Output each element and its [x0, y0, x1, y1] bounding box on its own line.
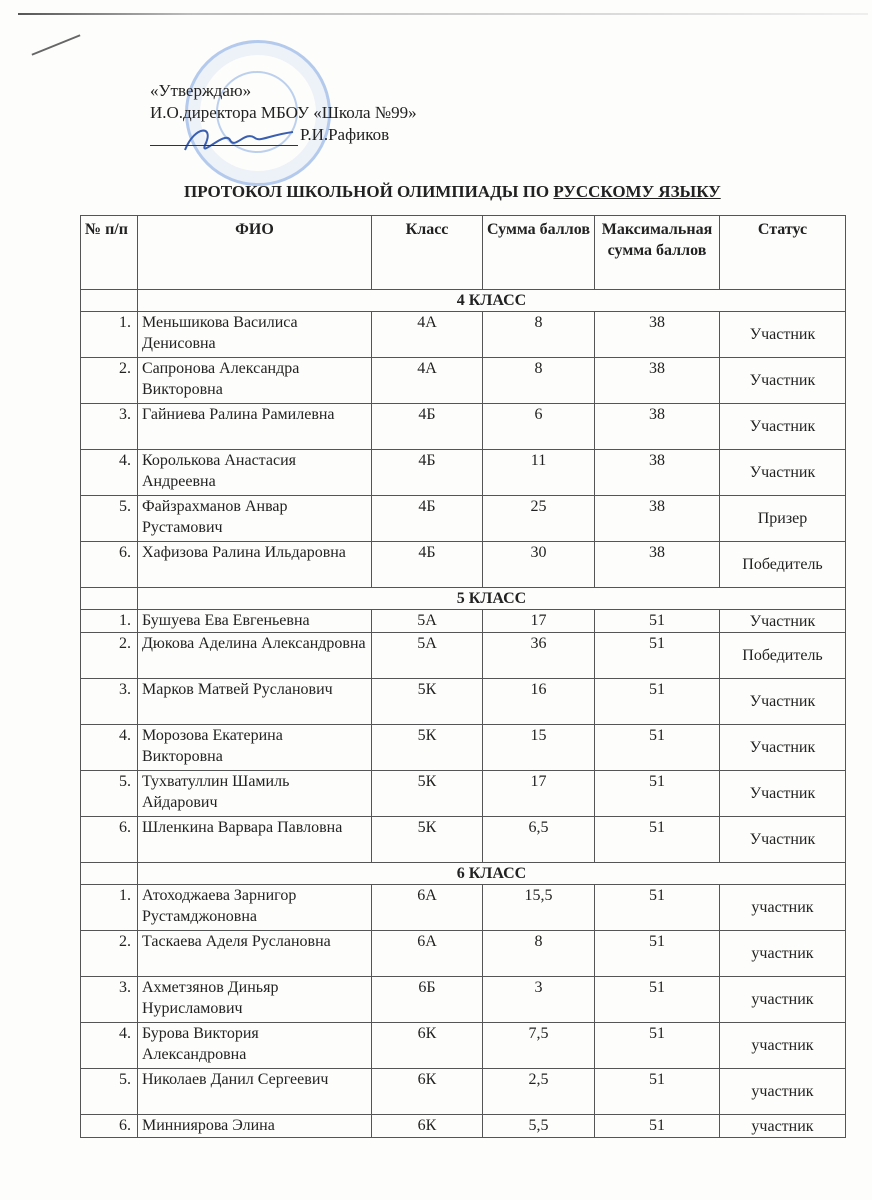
row-number: 1. [81, 885, 138, 931]
max-score: 38 [595, 358, 720, 404]
results-table [80, 215, 846, 1138]
table-row [81, 496, 846, 542]
status: Победитель [720, 633, 846, 679]
score: 7,5 [483, 1023, 595, 1069]
status: участник [720, 1115, 846, 1138]
class: 4Б [372, 496, 483, 542]
status: участник [720, 1069, 846, 1115]
class: 4Б [372, 404, 483, 450]
table-row [81, 450, 846, 496]
score: 2,5 [483, 1069, 595, 1115]
row-number: 1. [81, 312, 138, 358]
column-header: Статус [720, 216, 846, 290]
score: 15 [483, 725, 595, 771]
score: 11 [483, 450, 595, 496]
student-name: Марков Матвей Русланович [138, 679, 372, 725]
class: 5К [372, 679, 483, 725]
student-name: Бушуева Ева Евгеньевна [138, 610, 372, 633]
table-row [81, 1069, 846, 1115]
table-row [81, 358, 846, 404]
max-score: 51 [595, 817, 720, 863]
status: участник [720, 977, 846, 1023]
student-name: Хафизова Ралина Ильдаровна [138, 542, 372, 588]
row-number: 6. [81, 817, 138, 863]
row-number: 5. [81, 496, 138, 542]
table-row [81, 725, 846, 771]
status: Призер [720, 496, 846, 542]
student-name: Минниярова Элина [138, 1115, 372, 1138]
scan-edge [18, 13, 868, 15]
student-name: Атоходжаева Зарнигор Рустамджоновна [138, 885, 372, 931]
class: 5К [372, 725, 483, 771]
student-name: Тухватуллин Шамиль Айдарович [138, 771, 372, 817]
table-row [81, 885, 846, 931]
class: 6А [372, 885, 483, 931]
student-name: Шленкина Варвара Павловна [138, 817, 372, 863]
table-row [81, 1115, 846, 1138]
score: 25 [483, 496, 595, 542]
row-number: 6. [81, 1115, 138, 1138]
row-number: 4. [81, 725, 138, 771]
student-name: Бурова Виктория Александровна [138, 1023, 372, 1069]
row-number: 1. [81, 610, 138, 633]
score: 15,5 [483, 885, 595, 931]
column-header: ФИО [138, 216, 372, 290]
student-name: Дюкова Аделина Александровна [138, 633, 372, 679]
status: Участник [720, 450, 846, 496]
row-number: 5. [81, 1069, 138, 1115]
student-name: Таскаева Аделя Руслановна [138, 931, 372, 977]
student-name: Королькова Анастасия Андреевна [138, 450, 372, 496]
row-number: 6. [81, 542, 138, 588]
class: 5К [372, 817, 483, 863]
student-name: Меньшикова Василиса Денисовна [138, 312, 372, 358]
class: 4Б [372, 450, 483, 496]
max-score: 51 [595, 977, 720, 1023]
score: 17 [483, 610, 595, 633]
director-position: И.О.директора МБОУ «Школа №99» [150, 103, 417, 122]
table-row [81, 771, 846, 817]
status: участник [720, 931, 846, 977]
max-score: 51 [595, 1069, 720, 1115]
status: Участник [720, 404, 846, 450]
status: Участник [720, 358, 846, 404]
row-number: 4. [81, 450, 138, 496]
max-score: 38 [595, 312, 720, 358]
column-header: № п/п [81, 216, 138, 290]
max-score: 38 [595, 404, 720, 450]
table-row [81, 977, 846, 1023]
class: 6К [372, 1023, 483, 1069]
status: Участник [720, 771, 846, 817]
score: 5,5 [483, 1115, 595, 1138]
class: 6К [372, 1069, 483, 1115]
student-name: Сапронова Александра Викторовна [138, 358, 372, 404]
max-score: 51 [595, 679, 720, 725]
max-score: 51 [595, 931, 720, 977]
director-name: Р.И.Рафиков [300, 125, 390, 144]
section-row [81, 290, 846, 312]
class: 5А [372, 610, 483, 633]
class: 5К [372, 771, 483, 817]
column-header: Класс [372, 216, 483, 290]
max-score: 51 [595, 1023, 720, 1069]
row-number: 3. [81, 404, 138, 450]
status: Участник [720, 610, 846, 633]
status: участник [720, 1023, 846, 1069]
row-number: 5. [81, 771, 138, 817]
score: 16 [483, 679, 595, 725]
table-header [81, 216, 846, 290]
table-row [81, 679, 846, 725]
max-score: 51 [595, 633, 720, 679]
pen-mark [32, 34, 81, 55]
class: 4Б [372, 542, 483, 588]
status: Участник [720, 679, 846, 725]
score: 8 [483, 358, 595, 404]
section-label: 4 КЛАСС [138, 290, 846, 312]
max-score: 51 [595, 610, 720, 633]
table-row [81, 633, 846, 679]
table-row [81, 610, 846, 633]
class: 6А [372, 931, 483, 977]
approval-block [150, 80, 417, 146]
score: 8 [483, 931, 595, 977]
score: 36 [483, 633, 595, 679]
student-name: Файзрахманов Анвар Рустамович [138, 496, 372, 542]
score: 3 [483, 977, 595, 1023]
table-row [81, 1023, 846, 1069]
signature-line [150, 145, 298, 146]
max-score: 38 [595, 542, 720, 588]
score: 6,5 [483, 817, 595, 863]
page-title: ПРОТОКОЛ ШКОЛЬНОЙ ОЛИМПИАДЫ ПО РУССКОМУ ЯЗЫКУ [184, 182, 721, 201]
row-number: 3. [81, 679, 138, 725]
table-row [81, 817, 846, 863]
row-number: 2. [81, 358, 138, 404]
score: 6 [483, 404, 595, 450]
student-name: Гайниева Ралина Рамилевна [138, 404, 372, 450]
score: 8 [483, 312, 595, 358]
score: 17 [483, 771, 595, 817]
row-number: 3. [81, 977, 138, 1023]
section-row [81, 588, 846, 610]
max-score: 51 [595, 1115, 720, 1138]
class: 5А [372, 633, 483, 679]
max-score: 38 [595, 496, 720, 542]
row-number: 4. [81, 1023, 138, 1069]
section-label: 6 КЛАСС [138, 863, 846, 885]
status: Участник [720, 817, 846, 863]
subject: РУССКОМУ ЯЗЫКУ [553, 182, 721, 201]
class: 6Б [372, 977, 483, 1023]
status: участник [720, 885, 846, 931]
max-score: 51 [595, 885, 720, 931]
column-header: Максимальная сумма баллов [595, 216, 720, 290]
max-score: 38 [595, 450, 720, 496]
row-number: 2. [81, 931, 138, 977]
student-name: Ахметзянов Диньяр Нурисламович [138, 977, 372, 1023]
class: 4А [372, 358, 483, 404]
student-name: Николаев Данил Сергеевич [138, 1069, 372, 1115]
status: Победитель [720, 542, 846, 588]
status: Участник [720, 312, 846, 358]
section-row [81, 863, 846, 885]
max-score: 51 [595, 771, 720, 817]
approve-label: «Утверждаю» [150, 81, 252, 100]
table-row [81, 312, 846, 358]
section-label: 5 КЛАСС [138, 588, 846, 610]
column-header: Сумма баллов [483, 216, 595, 290]
table-row [81, 542, 846, 588]
table-row [81, 931, 846, 977]
status: Участник [720, 725, 846, 771]
student-name: Морозова Екатерина Викторовна [138, 725, 372, 771]
max-score: 51 [595, 725, 720, 771]
table-row [81, 404, 846, 450]
score: 30 [483, 542, 595, 588]
row-number: 2. [81, 633, 138, 679]
class: 6К [372, 1115, 483, 1138]
class: 4А [372, 312, 483, 358]
